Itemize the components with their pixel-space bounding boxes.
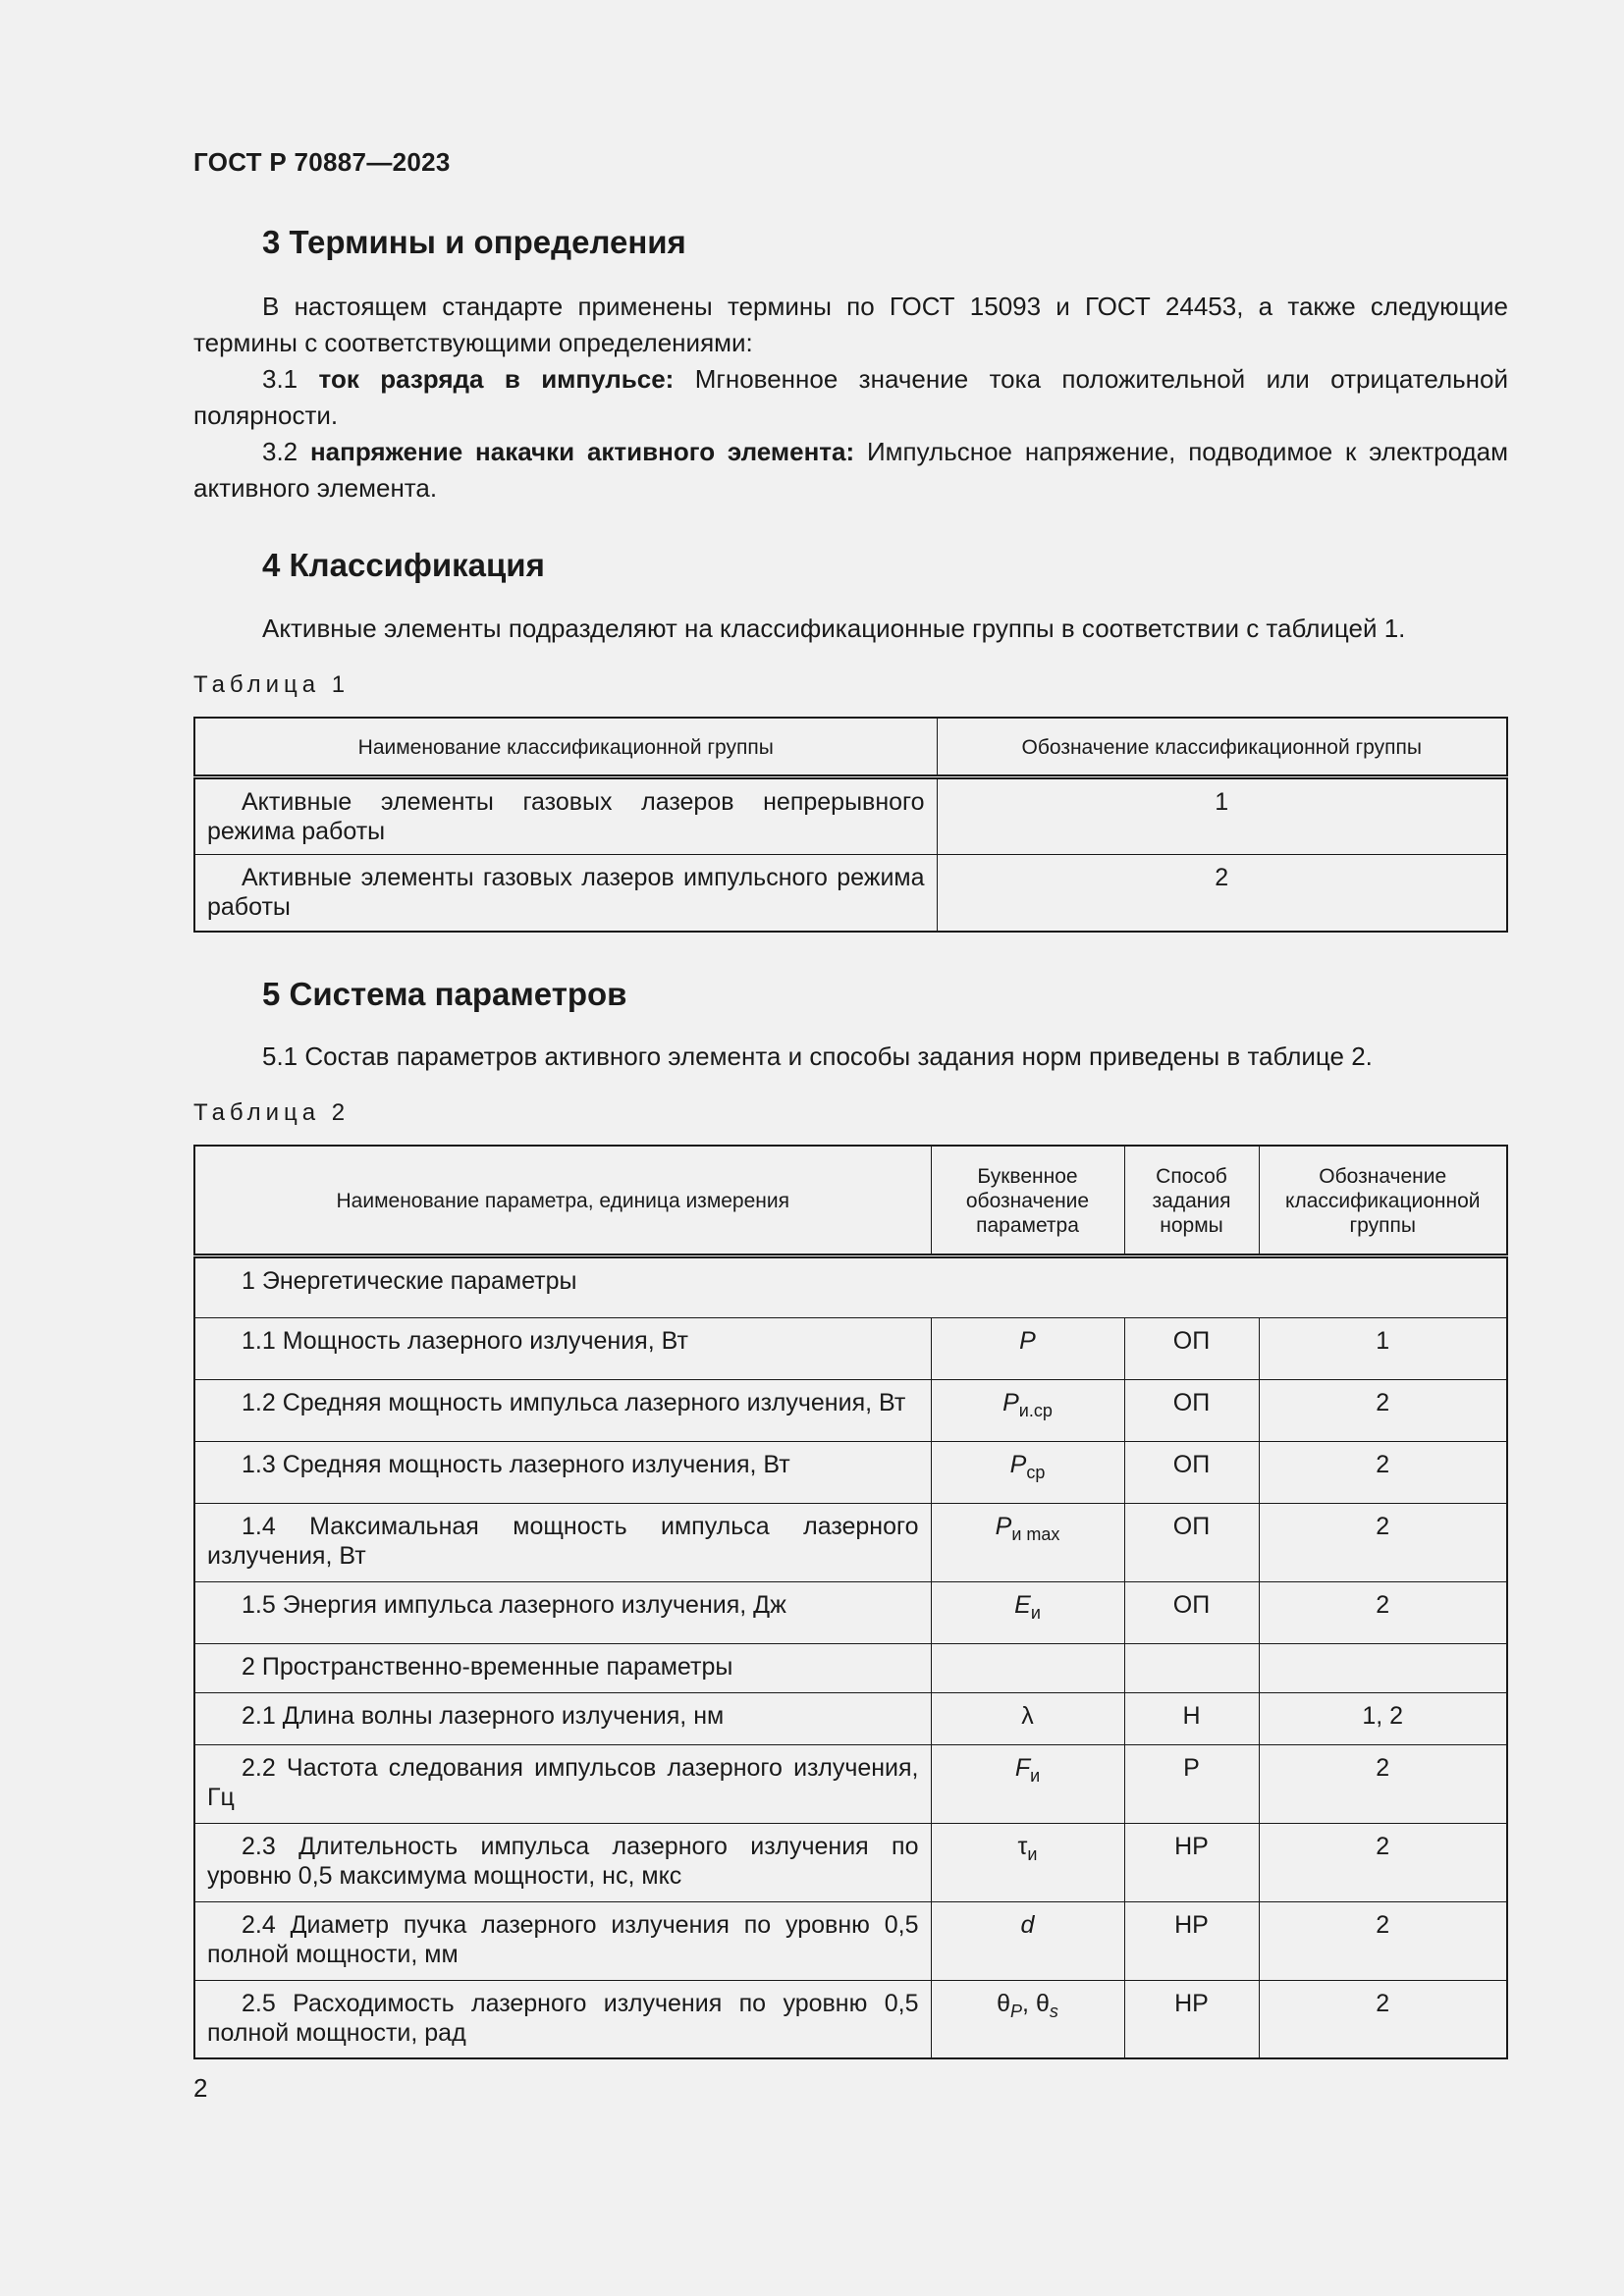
table-2-header-method: Способ задания нормы	[1124, 1146, 1259, 1255]
table-2-header-symbol: Буквенное обозначение параметра	[931, 1146, 1124, 1255]
table-row: 1.5 Энергия импульса лазерного излучения, Дж $E_и$ ОП 2	[194, 1581, 1507, 1643]
section-4-title: 4 Классификация	[262, 547, 545, 583]
table-group-row: 1 Энергетические параметры	[194, 1255, 1507, 1317]
table-1-caption: Таблица 1	[193, 671, 351, 698]
table-2-header-group: Обозначение классификационной группы	[1259, 1146, 1507, 1255]
table-row: 2.5 Расходимость лазерного излучения по уровню 0,5 полной мощности, рад $\theta_P$, $\theta_s$ НР 2	[194, 1980, 1507, 2058]
table-row: 1.4 Максимальная мощность импульса лазерного излучения, Вт $P_{и max}$ ОП 2	[194, 1503, 1507, 1581]
document-header: ГОСТ Р 70887—2023	[193, 147, 451, 177]
table-row: 2.4 Диаметр пучка лазерного излучения по уровню 0,5 полной мощности, мм d НР 2	[194, 1901, 1507, 1980]
page-number: 2	[193, 2073, 208, 2103]
table-row: 2.3 Длительность импульса лазерного излучения по уровню 0,5 максимума мощности, нс, мкс $\tau_и$ НР 2	[194, 1823, 1507, 1901]
section-3-intro: В настоящем стандарте применены термины по ГОСТ 15093 и ГОСТ 24453, а также следующие термины с соответствующими определениями:	[193, 292, 1508, 357]
table-2-caption: Таблица 2	[193, 1099, 351, 1126]
table-row: 1.2 Средняя мощность импульса лазерного излучения, Вт $P_{и.ср}$ ОП 2	[194, 1379, 1507, 1441]
section-3-title: 3 Термины и определения	[262, 224, 686, 260]
section-4-text: Активные элементы подразделяют на классификационные группы в соответствии с таблицей 1.	[262, 614, 1406, 643]
section-5-title: 5 Система параметров	[262, 976, 627, 1012]
table-2-header-name: Наименование параметра, единица измерения	[194, 1146, 931, 1255]
term-3-1: 3.1 ток разряда в импульсе: Мгновенное значение тока положительной или отрицательной полярности.	[193, 364, 1509, 430]
table-row: 2.2 Частота следования импульсов лазерного излучения, Гц $F_и$ Р 2	[194, 1744, 1507, 1823]
table-row: 1.3 Средняя мощность лазерного излучения, Вт $P_{ср}$ ОП 2	[194, 1441, 1507, 1503]
table-1-header-name: Наименование классификационной группы	[194, 718, 937, 776]
table-row: Активные элементы газовых лазеров импульсного режима работы 2	[194, 854, 1507, 932]
table-row: 1.1 Мощность лазерного излучения, Вт P ОП 1	[194, 1317, 1507, 1379]
term-3-2: 3.2 напряжение накачки активного элемента: Импульсное напряжение, подводимое к электродам активного элемента.	[193, 437, 1508, 503]
section-5-text: 5.1 Состав параметров активного элемента и способы задания норм приведены в таблице 2.	[262, 1041, 1373, 1071]
table-2	[193, 1145, 1508, 2059]
table-1	[193, 717, 1508, 933]
table-row: Активные элементы газовых лазеров непрерывного режима работы 1	[194, 776, 1507, 854]
table-1-header-code: Обозначение классификационной группы	[937, 718, 1507, 776]
table-group-row: 2 Пространственно-временные параметры	[194, 1643, 1507, 1692]
table-row: 2.1 Длина волны лазерного излучения, нм λ Н 1, 2	[194, 1692, 1507, 1744]
